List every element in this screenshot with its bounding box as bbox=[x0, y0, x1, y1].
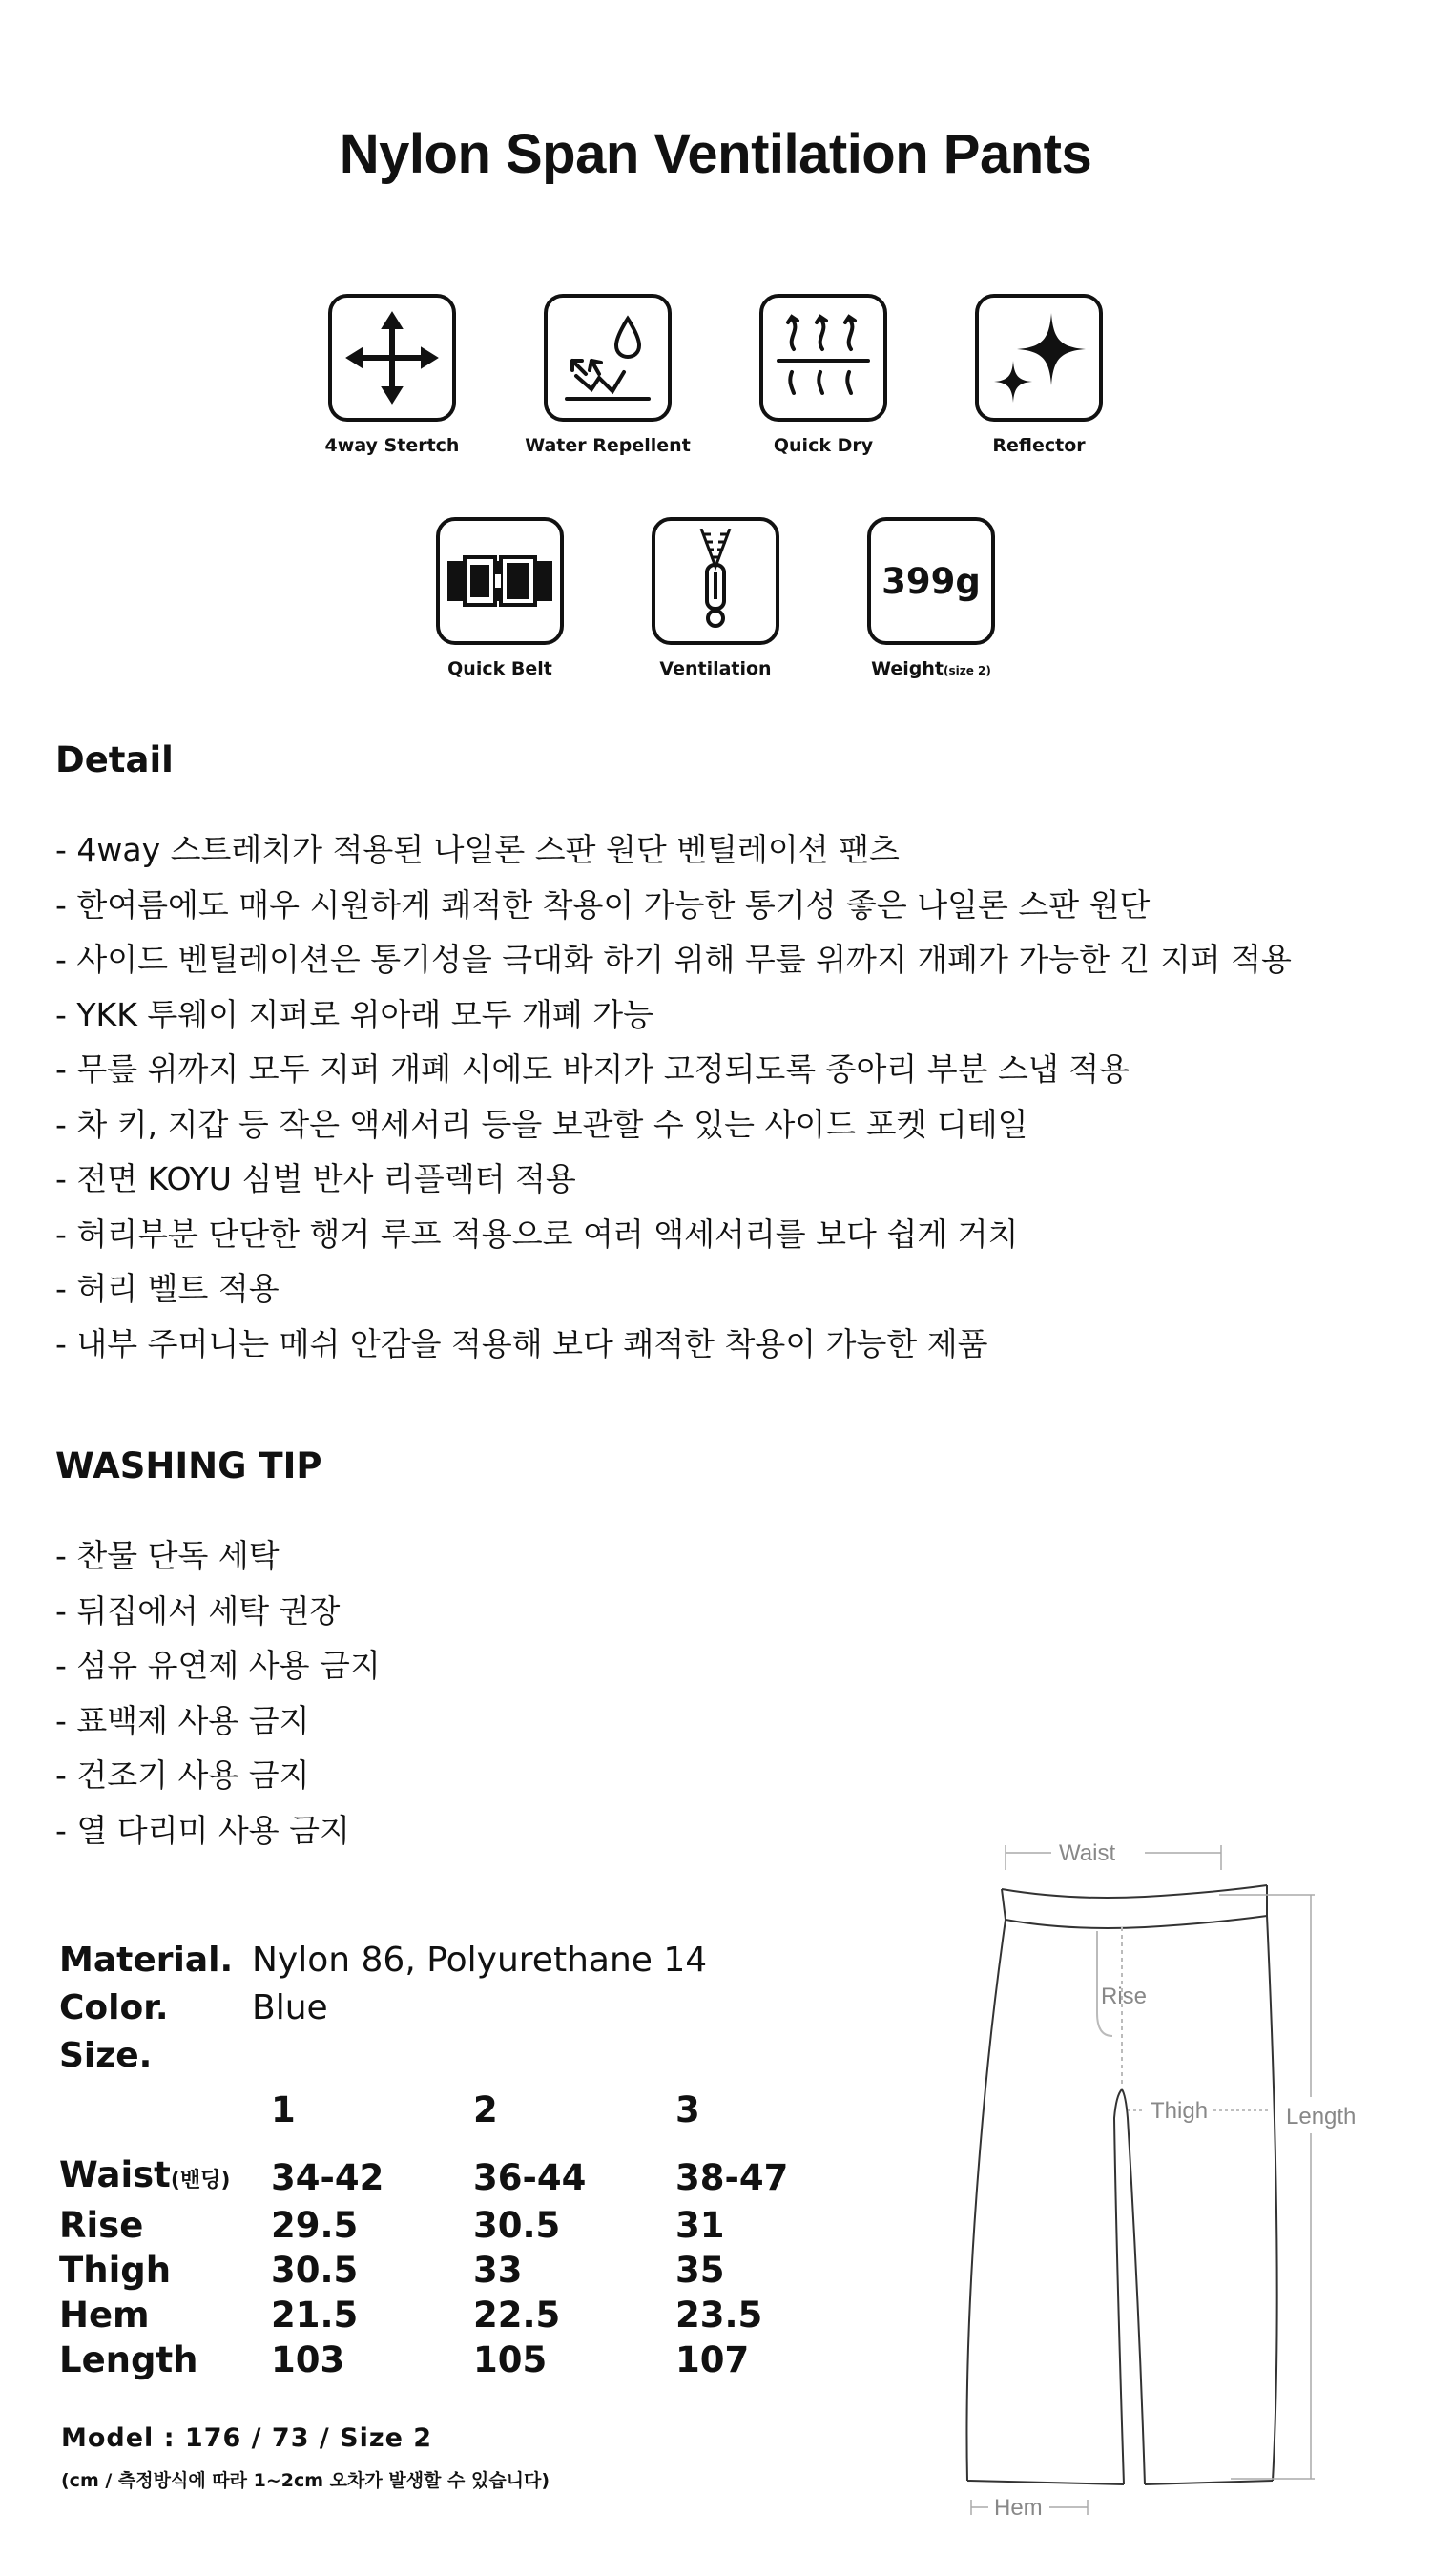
list-item: - 찬물 단독 세탁 bbox=[55, 1537, 280, 1574]
feature-label: Weight(size 2) bbox=[871, 658, 991, 679]
washing-heading: WASHING TIP bbox=[55, 1445, 322, 1486]
feature-ventilation bbox=[608, 517, 823, 679]
quick-dry-icon bbox=[771, 305, 876, 410]
table-cell: 35 bbox=[675, 2250, 725, 2291]
water-drop-icon bbox=[555, 305, 660, 410]
spec-block bbox=[59, 1937, 707, 2080]
row-label: Rise bbox=[59, 2205, 144, 2246]
row-label: Hem bbox=[59, 2295, 150, 2336]
diagram-label-waist: Waist bbox=[1059, 1840, 1116, 1866]
model-info: Model : 176 / 73 / Size 2 bbox=[61, 2423, 433, 2453]
feature-quick-belt bbox=[392, 517, 608, 679]
list-item: - YKK 투웨이 지퍼로 위아래 모두 개폐 가능 bbox=[55, 995, 653, 1033]
table-cell: 38-47 bbox=[675, 2157, 789, 2198]
list-item: - 허리 벨트 적용 bbox=[55, 1270, 280, 1307]
color-value: Blue bbox=[252, 1988, 328, 2027]
color-row bbox=[59, 1984, 707, 2032]
table-cell: 21.5 bbox=[271, 2295, 359, 2336]
list-item: - 사이드 벤틸레이션은 통기성을 극대화 하기 위해 무릎 위까지 개폐가 가능한 긴 지퍼 적용 bbox=[55, 941, 1292, 978]
list-item: - 건조기 사용 금지 bbox=[55, 1756, 310, 1794]
feature-label: Quick Belt bbox=[447, 658, 552, 679]
feature-reflector bbox=[931, 294, 1147, 456]
table-cell: 30.5 bbox=[271, 2250, 359, 2291]
feature-weight bbox=[823, 517, 1039, 679]
list-item: - 차 키, 지갑 등 작은 액세서리 등을 보관할 수 있는 사이드 포켓 디테일 bbox=[55, 1105, 1028, 1143]
washing-list bbox=[55, 1528, 381, 1858]
list-item: - 뒤집에서 세탁 권장 bbox=[55, 1591, 341, 1630]
table-cell: 36-44 bbox=[473, 2157, 587, 2198]
list-item: - 허리부분 단단한 행거 루프 적용으로 여러 액세서리를 보다 쉽게 거치 bbox=[55, 1215, 1019, 1253]
weight-value: 399g bbox=[881, 560, 981, 602]
table-row bbox=[59, 2248, 878, 2293]
table-cell: 34-42 bbox=[271, 2157, 384, 2198]
list-item: - 섬유 유연제 사용 금지 bbox=[55, 1647, 381, 1684]
feature-label: Water Repellent bbox=[525, 435, 691, 456]
size-header: 2 bbox=[473, 2088, 498, 2130]
feature-label: 4way Stertch bbox=[324, 435, 460, 456]
measure-note: (cm / 측정방식에 따라 1~2cm 오차가 발생할 수 있습니다) bbox=[61, 2470, 550, 2491]
material-value: Nylon 86, Polyurethane 14 bbox=[252, 1941, 708, 1980]
size-chart bbox=[59, 2080, 878, 2382]
feature-label: Reflector bbox=[992, 435, 1086, 456]
list-item: - 표백제 사용 금지 bbox=[55, 1701, 310, 1739]
table-cell: 23.5 bbox=[675, 2295, 763, 2336]
feature-water-repellent bbox=[500, 294, 716, 456]
table-cell: 29.5 bbox=[271, 2205, 359, 2246]
size-row bbox=[59, 2032, 707, 2080]
zipper-icon bbox=[663, 529, 768, 634]
list-item: - 무릎 위까지 모두 지퍼 개폐 시에도 바지가 고정되도록 종아리 부분 스냅 적용 bbox=[55, 1050, 1130, 1088]
list-item: - 열 다리미 사용 금지 bbox=[55, 1811, 350, 1849]
table-row bbox=[59, 2203, 878, 2248]
color-label: Color. bbox=[59, 1988, 169, 2027]
feature-quick-dry bbox=[716, 294, 931, 456]
table-cell: 31 bbox=[675, 2205, 725, 2246]
table-cell: 107 bbox=[675, 2339, 750, 2380]
diagram-label-rise: Rise bbox=[1101, 1984, 1148, 2009]
feature-4way-stretch bbox=[284, 294, 500, 456]
table-row bbox=[59, 2293, 878, 2337]
pants-right-outline bbox=[1267, 1916, 1277, 2481]
list-item: - 내부 주머니는 메쉬 안감을 적용해 보다 쾌적한 착용이 가능한 제품 bbox=[55, 1324, 988, 1362]
row-label: Waist(밴딩) bbox=[59, 2154, 231, 2195]
detail-heading: Detail bbox=[55, 739, 174, 780]
list-item: - 전면 KOYU 심벌 반사 리플렉터 적용 bbox=[55, 1160, 576, 1197]
belt-buckle-icon bbox=[447, 529, 552, 634]
size-label: Size. bbox=[59, 2036, 153, 2075]
table-cell: 103 bbox=[271, 2339, 345, 2380]
size-header: 3 bbox=[675, 2088, 700, 2130]
table-row bbox=[59, 2337, 878, 2382]
detail-list bbox=[55, 822, 1292, 1371]
waist-note: (밴딩) bbox=[170, 2169, 231, 2192]
diagram-label-thigh: Thigh bbox=[1151, 2098, 1209, 2124]
list-item: - 한여름에도 매우 시원하게 쾌적한 착용이 가능한 통기성 좋은 나일론 스판 원단 bbox=[55, 885, 1151, 924]
table-cell: 33 bbox=[473, 2250, 523, 2291]
row-label: Thigh bbox=[59, 2250, 172, 2291]
diagram-label-hem: Hem bbox=[994, 2495, 1043, 2521]
material-row bbox=[59, 1937, 707, 1984]
four-way-arrows-icon bbox=[340, 305, 445, 410]
page-title: Nylon Span Ventilation Pants bbox=[339, 123, 1092, 185]
feature-label: Quick Dry bbox=[773, 435, 874, 456]
diagram-label-length: Length bbox=[1286, 2104, 1357, 2129]
list-item: - 4way 스트레치가 적용된 나일론 스판 원단 벤틸레이션 팬츠 bbox=[55, 831, 900, 868]
size-header: 1 bbox=[271, 2088, 296, 2130]
material-label: Material. bbox=[59, 1941, 234, 1980]
weight-size-note: (size 2) bbox=[944, 664, 991, 677]
table-row bbox=[59, 2152, 878, 2203]
table-cell: 22.5 bbox=[473, 2295, 561, 2336]
feature-label: Ventilation bbox=[659, 658, 772, 679]
sparkle-icon bbox=[986, 305, 1091, 410]
size-header-row bbox=[59, 2080, 878, 2139]
pants-measurement-diagram bbox=[916, 1832, 1393, 2557]
table-cell: 30.5 bbox=[473, 2205, 561, 2246]
row-label: Length bbox=[59, 2339, 198, 2380]
pants-left-outline bbox=[966, 1920, 1006, 2481]
table-cell: 105 bbox=[473, 2339, 548, 2380]
